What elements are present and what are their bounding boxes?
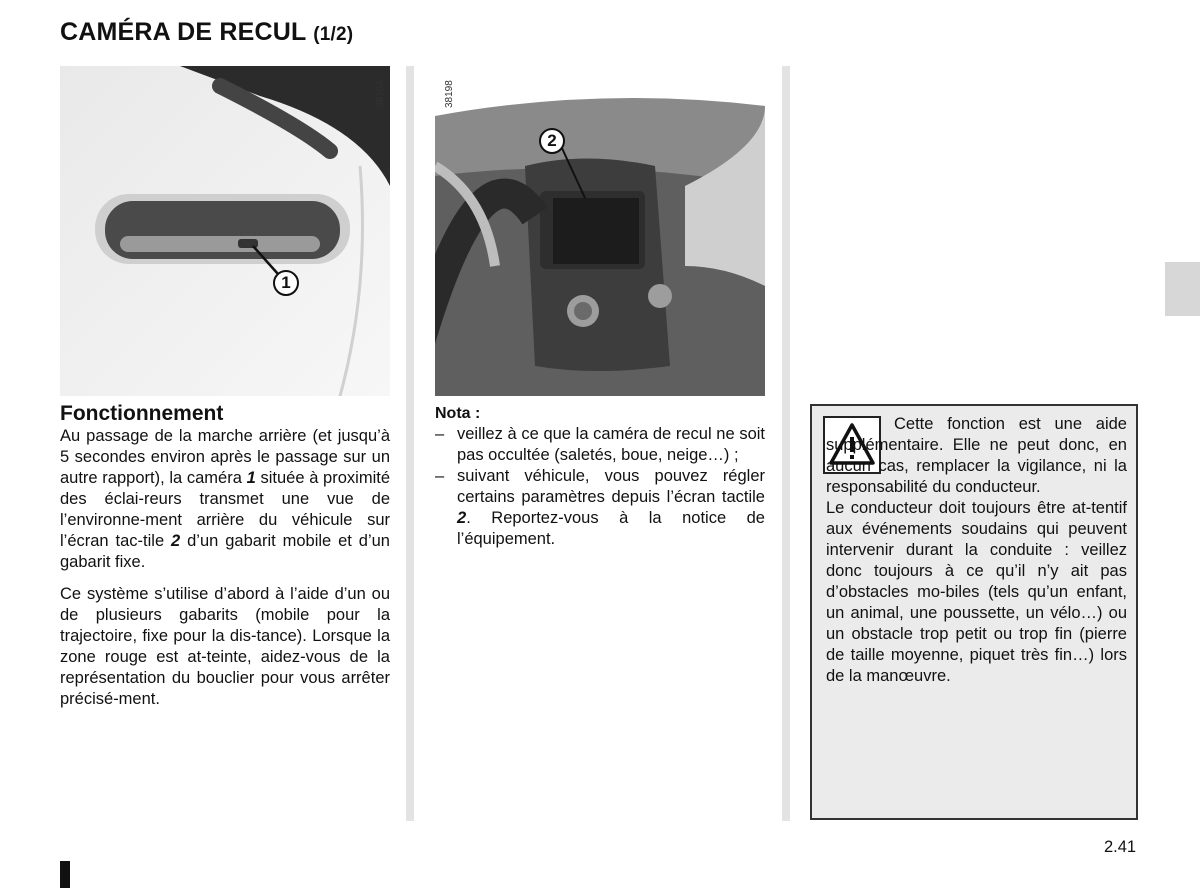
- callout-2: [539, 128, 565, 154]
- callout-2-label: 2: [547, 131, 557, 150]
- nota-title: Nota :: [435, 405, 481, 422]
- warning-box: [810, 404, 1138, 820]
- warning-body: Le conducteur doit toujours être at-tentif aux événements soudains qui peuvent intervenir durant la conduite : veillez donc toujours à ce qu’il n’y ait pas d’obstacles mo-biles (tels qu’un enfant, un animal, une poussette, un vélo…) ou un obstacle trop petit ou trop fin (pierre de taille moyenne, piquet très fin…) lors de la manœuvre.: [826, 499, 1127, 685]
- paragraph-1-ref-2: 2: [171, 532, 181, 550]
- figure-ref-38198: 38198: [444, 80, 455, 108]
- nota-item-1-text: veillez à ce que la caméra de recul ne soit pas occultée (saletés, boue, neige…) ;: [457, 425, 765, 464]
- warning-text: [826, 414, 1127, 687]
- nota-item-2-part-b: . Reportez-vous à la notice de l’équipement.: [457, 509, 765, 548]
- nota-item-1-dash: –: [435, 425, 445, 443]
- nota-item-2-ref: 2: [457, 509, 467, 527]
- warning-lead: Cette fonction est une aide supplémentaire. Elle ne peut donc, en aucun cas, remplacer la vigilance, ni la responsabilité du conducteur.: [826, 415, 1127, 496]
- nota-item-2-text: [457, 466, 765, 550]
- paragraph-1-part-a: Au passage de la marche arrière (et jusqu’à 5 secondes environ après le passage sur un autre rapport), la caméra: [60, 427, 390, 487]
- column-2-text: [435, 403, 765, 550]
- figure-ref-38164: 38164: [375, 80, 386, 108]
- rear-camera-photo: [60, 66, 390, 396]
- nota-item-1: [435, 424, 765, 466]
- corner-mark: [60, 861, 70, 888]
- nota-item-2-dash: –: [435, 467, 445, 485]
- chapter-tab: [1165, 262, 1200, 316]
- column-separator-1: [406, 66, 414, 821]
- column-1-text: [60, 402, 390, 710]
- page-number: 2.41: [1104, 838, 1137, 856]
- nota-item-2: [435, 466, 765, 550]
- page-title-text: CAMÉRA DE RECUL: [60, 18, 307, 46]
- paragraph-1-ref-1: 1: [246, 469, 256, 487]
- nota-item-2-part-a: suivant véhicule, vous pouvez régler certains paramètres depuis l’écran tactile: [457, 467, 765, 506]
- page-title: [60, 18, 353, 47]
- callout-1: [273, 270, 299, 296]
- paragraph-1: [60, 426, 390, 573]
- section-heading-fonctionnement: Fonctionnement: [60, 402, 224, 425]
- paragraph-1-part-b: située à proximité des éclai-reurs transmet une vue de l’environne-ment arrière du véhicule sur l’écran tac-tile: [60, 469, 390, 550]
- callout-1-label: 1: [281, 273, 291, 292]
- paragraph-1-part-c: d’un gabarit mobile et d’un gabarit fixe.: [60, 532, 390, 571]
- page-title-part: (1/2): [313, 24, 354, 45]
- dashboard-screen-photo: [435, 66, 765, 396]
- column-separator-2: [782, 66, 790, 821]
- paragraph-2: Ce système s’utilise d’abord à l’aide d’un ou de plusieurs gabarits (mobile pour la trajectoire, fixe pour la dis-tance). Lorsque la zone rouge est at-teinte, aidez-vous de la représentation du bouclier pour vous arrêter précisé-ment.: [60, 585, 390, 708]
